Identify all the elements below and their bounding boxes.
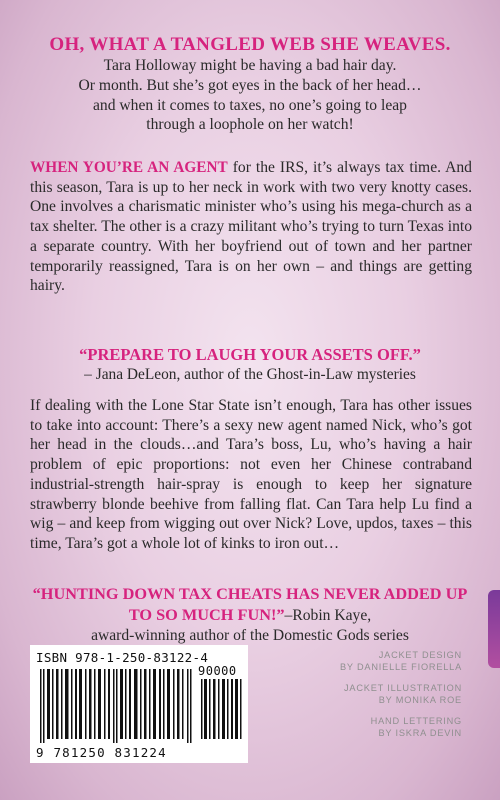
intro-line: through a loophole on her watch! (146, 116, 354, 134)
isbn-label: ISBN 978-1-250-83122-4 (36, 650, 209, 665)
synopsis-paragraph-2: If dealing with the Lone Star State isn’t enough, Tara has other issues to take into account: There’s a sexy new agent named Nick, who’s got her head in the clouds…and Tara’s boss, Lu, who’s having a hair problem of epic proportions: not even her Chinese contraband industrial-strength hair-spray is enough to keep her signature strawberry blonde beehive from falling flat. Can Tara help Lu find a wig – and keep from wigging out over Nick? Love, updos, taxes – this time, Tara’s got a whole lot of kinks to iron out… (30, 397, 472, 552)
intro-line: and when it comes to taxes, no one’s going to leap (93, 96, 407, 114)
intro-line: Tara Holloway might be having a bad hair day. (103, 57, 397, 74)
synopsis-text-1: for the IRS, it’s always tax time. And this season, Tara is up to her neck in work with two very knotty cases. One involves a charismatic minister who’s using his mega-church as a tax shelter. The other is a crazy militant who’s trying to turn Texas into a separate country. With her boyfriend out of town and her partner temporarily reassigned, Tara is on her own – and things are getting hairy. (30, 159, 472, 295)
review-attribution: –Robin Kaye, (284, 607, 372, 624)
addon-barcode-icon (200, 679, 244, 739)
credit-role: JACKET DESIGN (378, 650, 462, 660)
intro-line: Or month. But she’s got eyes in the back of her head… (78, 76, 422, 94)
synopsis-leadin: WHEN YOU’RE AN AGENT (30, 159, 228, 176)
review-quote-1 (30, 345, 470, 385)
review-attribution: – Jana DeLeon, author of the Ghost-in-Law mysteries (84, 366, 416, 383)
spine-edge-decoration (488, 590, 500, 668)
headline: OH, WHAT A TANGLED WEB SHE WEAVES. (49, 34, 451, 55)
review-attribution-line2: award-winning author of the Domestic Gods series (91, 627, 409, 644)
price-code: 90000 (198, 664, 237, 678)
ean-digits: 9 781250 831224 (36, 745, 167, 760)
review-quote-text: “HUNTING DOWN TAX CHEATS HAS NEVER ADDED UP TO SO MUCH FUN!” (32, 584, 468, 624)
review-quote-2 (26, 584, 474, 646)
review-quote-text: “PREPARE TO LAUGH YOUR ASSETS OFF.” (79, 345, 421, 364)
isbn-barcode (30, 645, 248, 763)
synopsis-paragraph-1 (30, 158, 472, 296)
jacket-credits (272, 650, 462, 749)
credit-role: HAND LETTERING (370, 716, 462, 726)
intro-blurb (28, 56, 472, 135)
credit-role: JACKET ILLUSTRATION (344, 683, 462, 693)
credit-name: BY ISKRA DEVIN (378, 727, 462, 738)
ean-barcode-icon (38, 669, 194, 743)
credit-name: BY DANIELLE FIORELLA (339, 661, 462, 672)
credit-name: BY MONIKA ROE (378, 694, 462, 705)
